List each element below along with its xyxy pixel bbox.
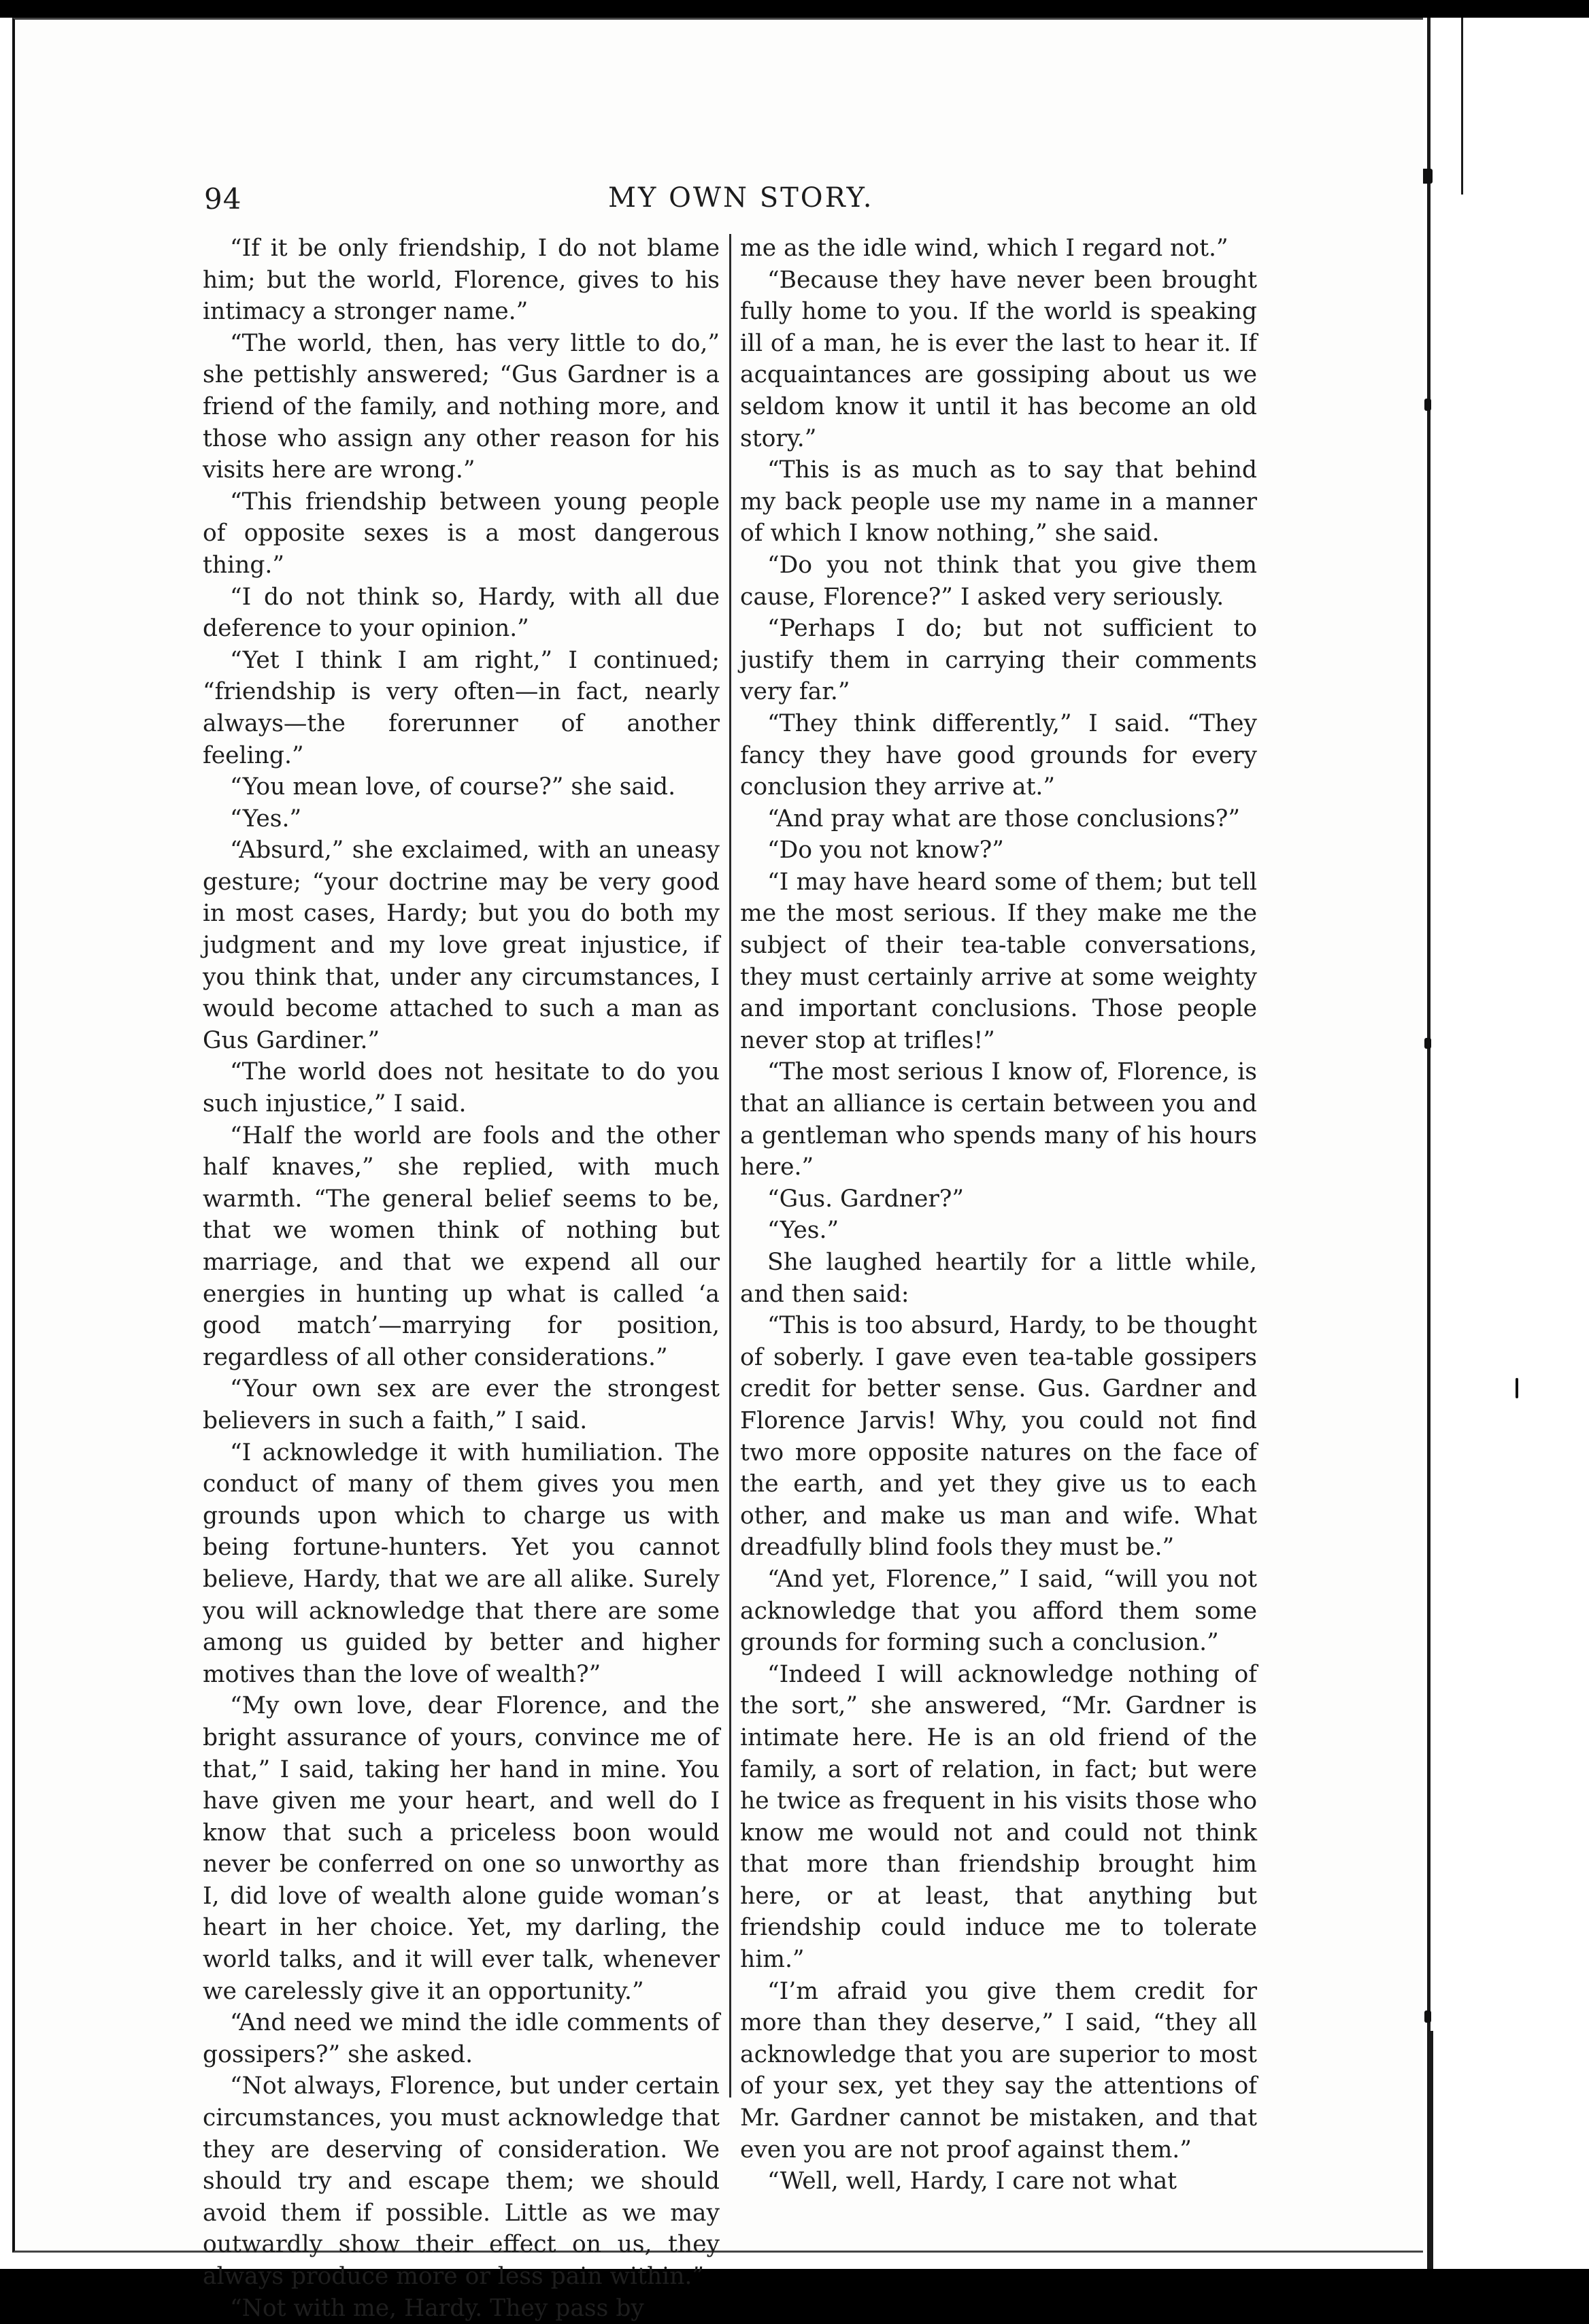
book-gutter — [1420, 18, 1589, 2269]
paragraph: “Indeed I will acknowledge nothing of the sort,” she answered, “Mr. Gardner is intimate here. He is an old friend of the family, a sort of relation, in fact; but were he twice as frequent in his visits those who know me would not and could not think that more than friendship brought him here, or at least, that anything but friendship could induce me to tolerate him.” — [740, 1660, 1257, 1974]
paragraph: “Because they have never been brought fully home to you. If the world is speaking ill of a man, he is ever the last to hear it. If acquaintances are gossiping about us we seldom know it until it has become an old story.” — [740, 266, 1257, 452]
paragraph: “If it be only friendship, I do not blame him; but the world, Florence, gives to his intimacy a stronger name.” — [203, 235, 720, 326]
paragraph: “Do you not know?” — [767, 837, 1004, 864]
running-title: MY OWN STORY. — [608, 182, 874, 214]
paragraph: “Absurd,” she exclaimed, with an uneasy gesture; “your doctrine may be very good in most cases, Hardy; but you do both my judgment and my love great injustice, if you think that, under any circumstances, I would become attached to such a man as Gus Gardiner.” — [203, 837, 720, 1054]
paragraph: “This friendship between young people of opposite sexes is a most dangerous thing.” — [203, 488, 720, 579]
page-header — [195, 182, 1310, 223]
paragraph: “Well, well, Hardy, I care not what — [767, 2168, 1177, 2195]
gutter-bottom-line — [1430, 2031, 1433, 2269]
paragraph: “Not always, Florence, but under certain circumstances, you must acknowledge that they are deserving of consideration. We should try and escape them; we should avoid them if possible. Little as we may outwardly show their effect on us, they always produce more or less pain within.” — [203, 2072, 720, 2290]
column-divider — [729, 234, 731, 2098]
paragraph: “Yes.” — [230, 805, 302, 832]
paragraph: “This is too absurd, Hardy, to be thought of soberly. I gave even tea-table gossipers credit for better sense. Gus. Gardner and Florence Jarvis! Why, you could not find two more opposite natures on the face of the earth, and yet they give us to each other, and make us man and wife. What dreadfully blind fools they must be.” — [740, 1312, 1257, 1562]
text-column-left — [203, 233, 720, 2322]
gutter-edge-line — [1427, 18, 1431, 2269]
paragraph: “I may have heard some of them; but tell me the most serious. If they make me the subject of their tea-table conversations, they must certainly arrive at some weighty and important conclusions. Those people never stop at trifles!” — [740, 868, 1257, 1054]
paragraph: “My own love, dear Florence, and the bright assurance of yours, convince me of that,” I said, taking her hand in mine. You have given me your heart, and well do I know that such a priceless boon would never be conferred on one so unworthy as I, did love of wealth alone guide woman’s heart in her choice. Yet, my darling, the world talks, and it will ever talk, whenever we carelessly give it an opportunity.” — [203, 1692, 720, 2005]
paragraph: “I do not think so, Hardy, with all due deference to your opinion.” — [203, 583, 720, 643]
gutter-margin-line — [1461, 18, 1463, 195]
paragraph: “The world, then, has very little to do,” she pettishly answered; “Gus Gardner is a friend of the family, and nothing more, and those who assign any other reason for his visits here are wrong.” — [203, 329, 720, 484]
paragraph: “You mean love, of course?” she said. — [230, 773, 676, 801]
binding-mark — [1424, 399, 1431, 411]
paragraph: “Gus. Gardner?” — [767, 1185, 965, 1213]
page-number: 94 — [204, 182, 242, 216]
paragraph: “They think differently,” I said. “They fancy they have good grounds for every conclusion they arrive at.” — [740, 709, 1257, 801]
binding-mark — [1516, 1378, 1518, 1398]
paragraph: “Yet I think I am right,” I continued; “friendship is very often—in fact, nearly always—the forerunner of another feeling.” — [203, 646, 720, 769]
paragraph: “And yet, Florence,” I said, “will you not acknowledge that you afford them some grounds for forming such a conclusion.” — [740, 1565, 1257, 1657]
paragraph: “Do you not think that you give them cause, Florence?” I asked very seriously. — [740, 551, 1257, 611]
paragraph: “I’m afraid you give them credit for more than they deserve,” I said, “they all acknowledge that you are superior to most of your sex, yet they say the attentions of Mr. Gardner cannot be mistaken, and that even you are not proof against them.” — [740, 1977, 1257, 2163]
paragraph: “The world does not hesitate to do you such injustice,” I said. — [203, 1058, 720, 1118]
paragraph: “The most serious I know of, Florence, is that an alliance is certain between you and a gentleman who spends many of his hours here.” — [740, 1058, 1257, 1181]
paragraph: “I acknowledge it with humiliation. The conduct of many of them gives you men grounds upon which to charge us with being fortune-hunters. Yet you cannot believe, Hardy, that we are all alike. Surely you will acknowledge that there are some among us guided by better and higher motives than the love of wealth?” — [203, 1438, 720, 1688]
binding-mark — [1424, 1038, 1431, 1049]
paragraph: “Half the world are fools and the other half knaves,” she replied, with much warmth. “The general belief seems to be, that we women think of nothing but marriage, and that we expend all our energies in hunting up what is called ‘a good match’—marrying for position, regardless of all other considerations.” — [203, 1122, 720, 1371]
paragraph: “Your own sex are ever the strongest believers in such a faith,” I said. — [203, 1375, 720, 1434]
binding-mark — [1424, 2010, 1431, 2023]
paragraph: “And need we mind the idle comments of gossipers?” she asked. — [203, 2009, 720, 2068]
text-column-right — [740, 233, 1257, 2195]
paragraph: “This is as much as to say that behind my back people use my name in a manner of which I know nothing,” she said. — [740, 456, 1257, 548]
paragraph-continuation: me as the idle wind, which I regard not.” — [740, 235, 1228, 262]
binding-mark — [1422, 169, 1433, 184]
paragraph: “Not with me, Hardy. They pass by — [230, 2294, 644, 2322]
paragraph: “Perhaps I do; but not sufficient to justify them in carrying their comments very far.” — [740, 615, 1257, 706]
paragraph: “And pray what are those conclusions?” — [767, 805, 1240, 832]
paragraph: She laughed heartily for a little while, and then said: — [740, 1249, 1257, 1308]
paragraph: “Yes.” — [767, 1217, 839, 1245]
